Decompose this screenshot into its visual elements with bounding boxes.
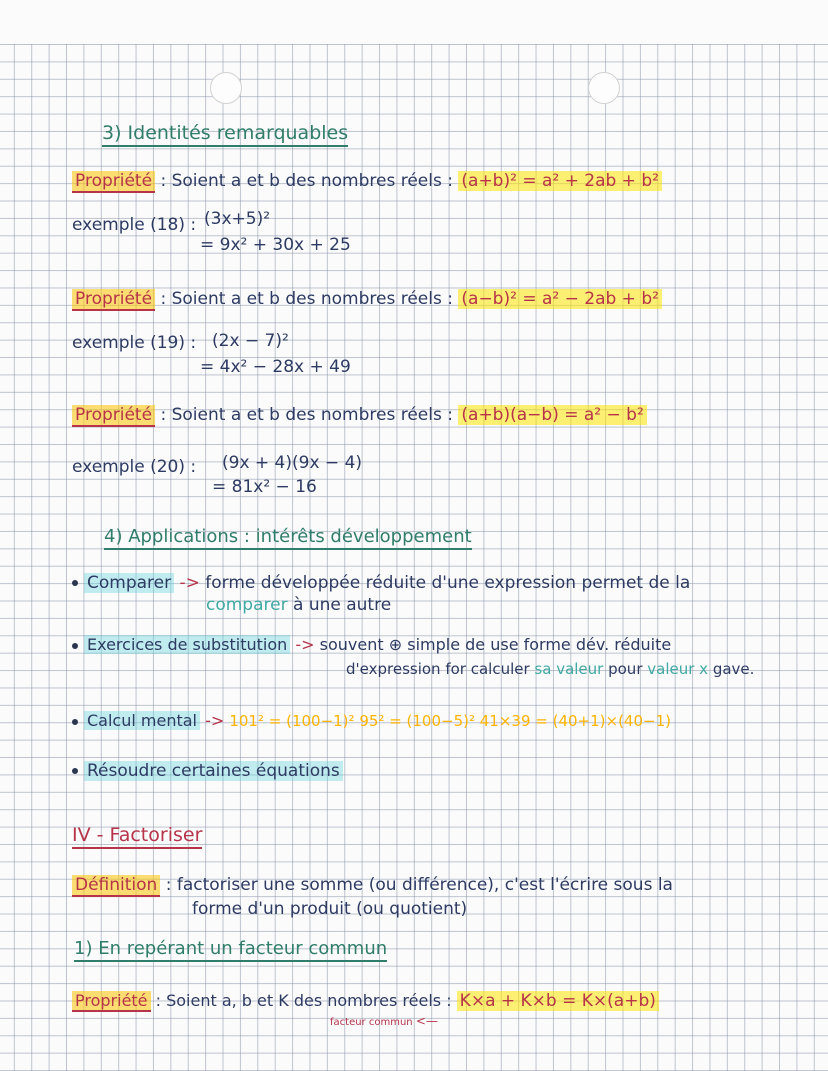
property-facteur-commun [72, 990, 659, 1012]
section-title-facteur-commun [74, 938, 387, 960]
example-result: = 81x² − 16 [212, 477, 317, 497]
example-19-label [72, 332, 196, 354]
bullet-icon [72, 768, 78, 774]
section-title-applications [104, 526, 472, 548]
property-label: Propriété [72, 991, 151, 1012]
section-title-identites [102, 122, 348, 144]
example-19-line2 [200, 356, 351, 378]
property-text: : Soient a, b et K des nombres réels : [150, 991, 457, 1010]
bullet-icon [72, 719, 78, 725]
application-comparer [72, 572, 690, 594]
arrow-icon: -> [174, 573, 206, 593]
arrow-icon: <— [415, 1014, 438, 1028]
application-calcul-mental [72, 710, 671, 732]
property-formula: K×a + K×b = K×(a+b) [457, 991, 659, 1011]
example-label: exemple (18) : [72, 215, 197, 235]
application-text: forme développée réduite d'une expression permet de la [205, 573, 691, 593]
chapter-title-text: IV - Factoriser [72, 824, 202, 849]
application-label: Exercices de substitution [84, 635, 290, 654]
application-comparer-line2 [206, 594, 391, 616]
application-text: pour [603, 660, 648, 678]
example-20-line2 [212, 476, 317, 498]
property-1 [72, 170, 662, 192]
application-label: Résoudre certaines équations [84, 761, 343, 781]
example-label: exemple (19) : [72, 333, 197, 353]
example-label: exemple (20) : [72, 457, 197, 477]
property-label: Propriété [72, 289, 155, 311]
application-substitution-line2 [346, 658, 754, 680]
definition-text: forme d'un produit (ou quotient) [192, 899, 468, 919]
facteur-commun-note [330, 1010, 438, 1034]
example-19-line1 [212, 330, 289, 352]
property-formula: (a+b)(a−b) = a² − b² [458, 405, 646, 425]
example-expression: (9x + 4)(9x − 4) [222, 453, 363, 473]
section-title-text: 1) En repérant un facteur commun [74, 938, 387, 962]
bullet-icon [72, 580, 78, 586]
example-18-label [72, 214, 196, 236]
property-label: Propriété [72, 171, 155, 193]
arrow-icon: -> [290, 635, 320, 654]
application-keyword: valeur x [647, 660, 709, 678]
application-label: Comparer [84, 573, 174, 593]
example-result: = 4x² − 28x + 49 [200, 357, 351, 377]
application-keyword: comparer [206, 595, 288, 615]
example-result: = 9x² + 30x + 25 [200, 235, 351, 255]
note-text: facteur commun [330, 1017, 413, 1028]
example-20-label [72, 456, 196, 478]
application-substitution [72, 634, 671, 656]
property-text: : Soient a et b des nombres réels : [155, 171, 459, 191]
example-expression: (2x − 7)² [212, 331, 289, 351]
example-20-line1 [222, 452, 362, 474]
property-text: : Soient a et b des nombres réels : [155, 289, 459, 309]
property-label: Propriété [72, 405, 155, 427]
definition-factoriser-line2 [192, 898, 467, 920]
bullet-icon [72, 643, 78, 649]
chapter-title-factoriser [72, 824, 202, 846]
application-examples: 101² = (100−1)² 95² = (100−5)² 41×39 = (40+1)×(40−1) [229, 712, 671, 730]
application-text: d'expression for calculer [346, 660, 535, 678]
property-3 [72, 404, 647, 426]
section-title-text: 4) Applications : intérêts développement [104, 526, 472, 550]
binder-hole-left [210, 72, 242, 104]
section-title-text: 3) Identités remarquables [102, 122, 348, 147]
binder-hole-right [588, 72, 620, 104]
definition-text: : factoriser une somme (ou différence), c'est l'écrire sous la [160, 875, 673, 895]
application-text: souvent ⊕ simple de use forme dév. réduite [319, 635, 672, 654]
property-formula: (a+b)² = a² + 2ab + b² [458, 171, 662, 191]
application-text: à une autre [287, 595, 392, 615]
example-18-line2 [200, 234, 351, 256]
example-expression: (3x+5)² [204, 209, 271, 229]
definition-factoriser [72, 874, 673, 896]
application-keyword: sa valeur [534, 660, 604, 678]
property-2 [72, 288, 662, 310]
application-resoudre [72, 760, 343, 782]
arrow-icon: -> [199, 711, 230, 730]
definition-label: Définition [72, 875, 160, 897]
application-text: gave. [708, 660, 755, 678]
example-18-line1 [204, 208, 270, 230]
application-label: Calcul mental [84, 711, 200, 730]
property-text: : Soient a et b des nombres réels : [155, 405, 459, 425]
property-formula: (a−b)² = a² − 2ab + b² [458, 289, 662, 309]
